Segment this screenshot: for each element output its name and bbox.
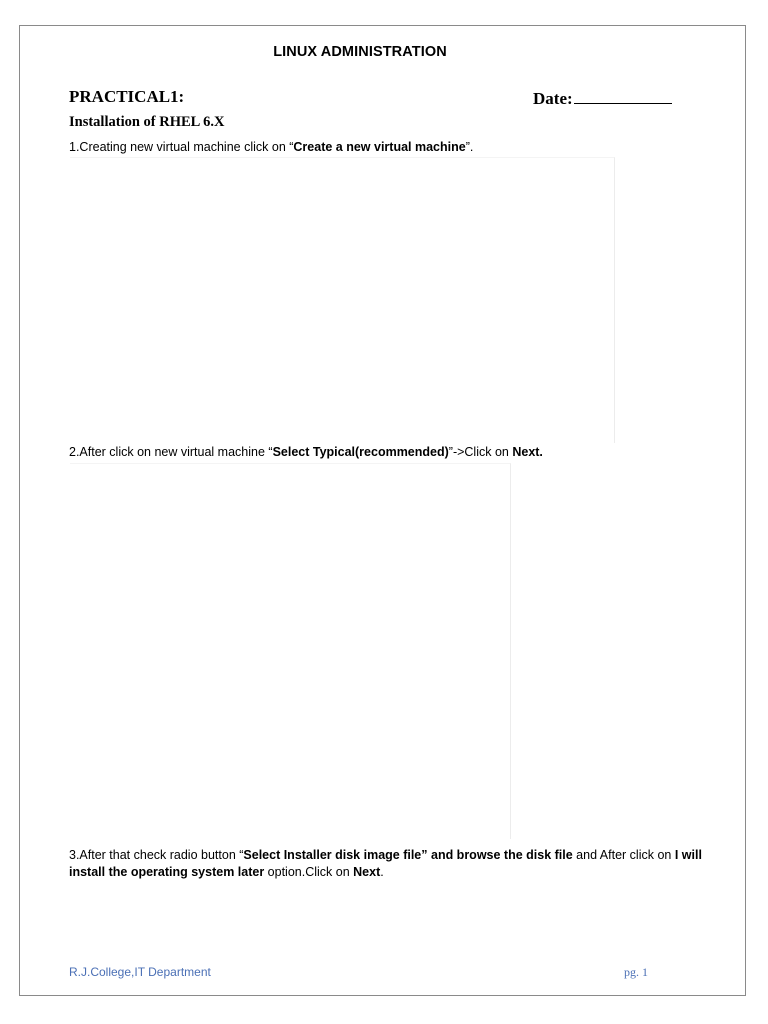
step-3-bold-install-later: I will install the operating system later bbox=[69, 848, 702, 879]
step-1-suffix: ”. bbox=[465, 140, 474, 154]
screenshot-placeholder-1 bbox=[70, 157, 615, 443]
step-3-bold-next: Next bbox=[353, 865, 381, 879]
step-2-prefix: 2.After click on new virtual machine “ bbox=[69, 445, 273, 459]
step-3-prefix: 3.After that check radio button “ bbox=[69, 848, 244, 862]
footer-department: R.J.College,IT Department bbox=[69, 965, 211, 979]
section-subtitle: Installation of RHEL 6.X bbox=[69, 114, 225, 130]
step-2-bold-next: Next. bbox=[512, 445, 543, 459]
step-2-bold: Select Typical(recommended) bbox=[272, 445, 449, 459]
footer-page-number: pg. 1 bbox=[624, 965, 648, 979]
step-2-mid: ”->Click on bbox=[448, 445, 513, 459]
step-3-mid-1: and After click on bbox=[572, 848, 675, 862]
practical-label: PRACTICAL1: bbox=[69, 87, 185, 106]
date-label: Date: bbox=[533, 89, 573, 108]
step-3-bold-installer: Select Installer disk image file” and browse the disk file bbox=[243, 848, 573, 862]
step-2-text bbox=[69, 444, 543, 461]
step-1-bold: Create a new virtual machine bbox=[293, 140, 466, 154]
step-3-mid-2: option.Click on bbox=[264, 865, 354, 879]
step-1-text bbox=[69, 139, 473, 156]
screenshot-placeholder-2 bbox=[70, 463, 511, 839]
step-1-prefix: 1.Creating new virtual machine click on “ bbox=[69, 140, 294, 154]
step-3-text bbox=[69, 847, 709, 881]
step-3-suffix: . bbox=[380, 865, 384, 879]
date-blank-line bbox=[574, 87, 672, 104]
date-field bbox=[533, 87, 672, 109]
document-title: LINUX ADMINISTRATION bbox=[273, 44, 447, 60]
